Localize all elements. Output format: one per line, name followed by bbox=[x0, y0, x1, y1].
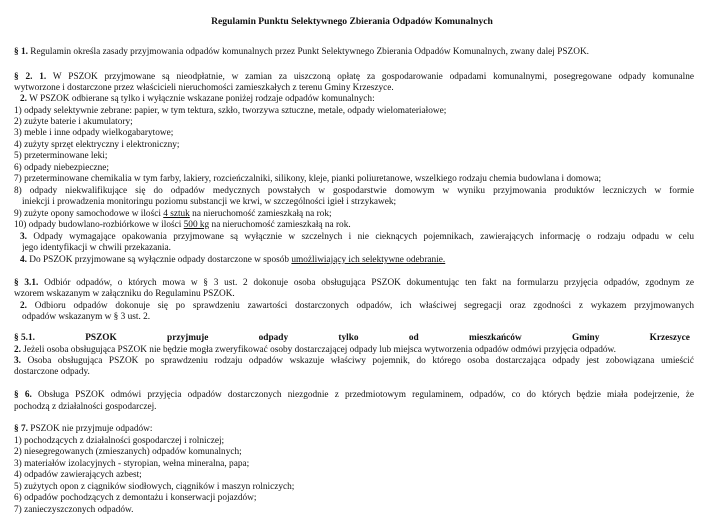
list-item-continuation: iniekcji i prowadzenia monitoringu poziomu substancji we krwi, w szczególności igieł i strzykawek; bbox=[22, 197, 397, 207]
list-item bbox=[14, 220, 694, 232]
list-item: 5) zużytych opon z ciągników siodłowych, ciągników i maszyn rolniczych; bbox=[14, 482, 295, 492]
section-7-number: § 7. bbox=[14, 424, 28, 434]
section-5-word: PSZOK bbox=[85, 333, 117, 343]
section-2-p2-text: W PSZOK odbierane są tylko i wyłącznie wskazane poniżej rodzaje odpadów komunalnych: bbox=[26, 94, 375, 104]
list-item: 4) odpadów zawierających azbest; bbox=[14, 470, 142, 480]
section-5-word: odpady bbox=[258, 333, 289, 343]
section-5-word: Krzeszyce bbox=[649, 333, 690, 343]
section-3-p1-line1 bbox=[14, 278, 694, 290]
section-5-p3-line2: dostarczone odpady. bbox=[14, 367, 90, 377]
section-5-p2 bbox=[14, 345, 694, 357]
document-title: Regulamin Punktu Selektywnego Zbierania Odpadów Komunalnych bbox=[211, 16, 493, 27]
section-3-p1-text: Odbiór odpadów, o których mowa w § 3 ust. 2 dokonuje osoba obsługująca PSZOK dokumentując ten fakt na formularzu przyjęcia odpadów, zgodnym ze bbox=[38, 278, 694, 288]
section-3-number: § 3.1. bbox=[14, 278, 39, 288]
list-item bbox=[14, 209, 694, 221]
list-item: 1) odpady selektywnie zebrane: papier, w tym tektura, szkło, tworzywa sztuczne, metale, odpady wielomateriałowe; bbox=[14, 106, 447, 116]
section-6-line2: pochodzą z działalności gospodarczej. bbox=[14, 402, 157, 412]
section-6-text: Obsługa PSZOK odmówi przyjęcia odpadów dostarczonych niezgodnie z przedmiotowym regulaminem, odpadów, co do których będzie miała podejrzenie, że bbox=[31, 390, 694, 400]
section-5-word: przyjmuje bbox=[167, 333, 209, 343]
item9-text-end: na nieruchomość zamieszkałą na rok; bbox=[189, 209, 332, 219]
section-5-word: mieszkańców bbox=[468, 333, 522, 343]
section-5-word: Gminy bbox=[571, 333, 600, 343]
section-2-p1-text: W PSZOK przyjmowane są nieodpłatnie, w zamian za uiszczoną opłatę za gospodarowanie odpadami komunalnymi, posegregowane odpady komunalne bbox=[46, 72, 694, 82]
item9-text: 9) zużyte opony samochodowe w ilości bbox=[14, 209, 164, 219]
section-6-line1 bbox=[14, 390, 694, 402]
section-2-p4-text: Do PSZOK przyjmowane są wyłącznie odpady dostarczone w sposób bbox=[26, 255, 292, 265]
list-item: 3) meble i inne odpady wielkogabarytowe; bbox=[14, 128, 174, 138]
section-2-p3-number: 3. bbox=[20, 232, 27, 242]
section-5-p2-number: 2. bbox=[14, 345, 21, 355]
section-2-p3-line2: jego identyfikacji w chwili przekazania. bbox=[22, 243, 171, 253]
section-5-word: od bbox=[408, 333, 419, 343]
section-1-text: Regulamin określa zasady przyjmowania odpadów komunalnych przez Punkt Selektywnego Zbierania Odpadów Komunalnych, zwany dalej PSZOK. bbox=[27, 47, 589, 57]
list-item: 4) zużyty sprzęt elektryczny i elektroniczny; bbox=[14, 140, 180, 150]
list-item: 2) zużyte baterie i akumulatory; bbox=[14, 117, 133, 127]
section-2-p1-line1 bbox=[14, 72, 694, 84]
section-6-number: § 6. bbox=[14, 390, 32, 400]
list-item: 2) niesegregowanych (zmieszanych) odpadów komunalnych; bbox=[14, 447, 242, 457]
item10-text: 10) odpady budowlano-rozbiórkowe w ilości bbox=[14, 220, 184, 230]
list-item: 1) pochodzących z działalności gospodarczej i rolniczej; bbox=[14, 436, 225, 446]
item10-text-end: na nieruchomość zamieszkałą na rok. bbox=[209, 220, 351, 230]
section-3-p2-text: Odbioru odpadów dokonuje się po sprawdzeniu zawartości dostarczonych odpadów, ich właściwej segregacji oraz zgodności z wykazem przyjmowanych bbox=[26, 301, 694, 311]
list-item: 6) odpadów pochodzących z demontażu i konserwacji pojazdów; bbox=[14, 493, 257, 503]
section-1-number: § 1. bbox=[14, 47, 28, 57]
section-5-p3-number: 3. bbox=[14, 356, 21, 366]
list-item: 5) przeterminowane leki; bbox=[14, 151, 108, 161]
section-5-word: tylko bbox=[338, 333, 359, 343]
item10-limit: 500 kg bbox=[183, 220, 210, 230]
section-2-p2-number: 2. bbox=[20, 94, 27, 104]
section-2-p4-underlined: umożliwiający ich selektywne odebranie. bbox=[291, 255, 446, 265]
item9-limit: 4 sztuk bbox=[163, 209, 190, 219]
section-2-p3-text: Odpady wymagające opakowania przyjmowane są wyłącznie w szczelnych i nie cieknących pojemnikach, zawierających informację o rodzaju odpadu w celu bbox=[26, 232, 694, 242]
section-2-p3-line1 bbox=[20, 232, 694, 244]
section-3-p2-number: 2. bbox=[20, 301, 27, 311]
section-2-p1-line2: wytworzone i dostarczone przez właścicieli nieruchomości zamieszkałych z terenu Gminy Krzeszyce. bbox=[14, 83, 394, 93]
section-5-word: § 5.1. bbox=[14, 333, 35, 343]
section-2-p4 bbox=[20, 255, 694, 267]
section-3-p1-line2: wzorem wskazanym w załączniku do Regulaminu PSZOK. bbox=[14, 289, 235, 299]
section-5-p3-text: Osoba obsługująca PSZOK po sprawdzeniu rodzaju odpadów wskazuje właściwy pojemnik, do którego osoba dostarczająca odpady jest zobowiązana umieścić bbox=[20, 356, 694, 366]
section-5-p1 bbox=[14, 333, 690, 343]
list-item: 7) zanieczyszczonych odpadów. bbox=[14, 505, 134, 515]
section-5-p3-line1 bbox=[14, 356, 694, 368]
list-item: 7) przeterminowane chemikalia w tym farby, lakiery, rozcieńczalniki, silikony, kleje, pianki poliuretanowe, wszelkiego rodzaju chemia budowlana i domowa; bbox=[14, 174, 602, 184]
section-3-p2-line2: odpadów wskazanym w § 3 ust. 2. bbox=[22, 312, 151, 322]
section-3-p2-line1 bbox=[20, 301, 694, 313]
section-7-intro-text: PSZOK nie przyjmuje odpadów: bbox=[27, 424, 153, 434]
section-2-p4-number: 4. bbox=[20, 255, 27, 265]
list-item: 3) materiałów izolacyjnych - styropian, wełna mineralna, papa; bbox=[14, 459, 250, 469]
section-7-intro bbox=[14, 424, 694, 436]
section-5-p2-text: Jeżeli osoba obsługująca PSZOK nie będzie mogła zweryfikować osoby dostarczającej odpady lub miejsca wytworzenia odpadów odmówi przyjęcia odpadów. bbox=[20, 345, 616, 355]
section-1 bbox=[14, 47, 694, 59]
section-2-p2 bbox=[20, 94, 694, 106]
section-2-number: § 2. 1. bbox=[14, 72, 47, 82]
list-item: 6) odpady niebezpieczne; bbox=[14, 163, 109, 173]
list-item: 8) odpady niekwalifikujące się do odpadów medycznych powstałych w gospodarstwie domowym w wyniku przyjmowania produktów leczniczych w formie bbox=[14, 186, 694, 196]
